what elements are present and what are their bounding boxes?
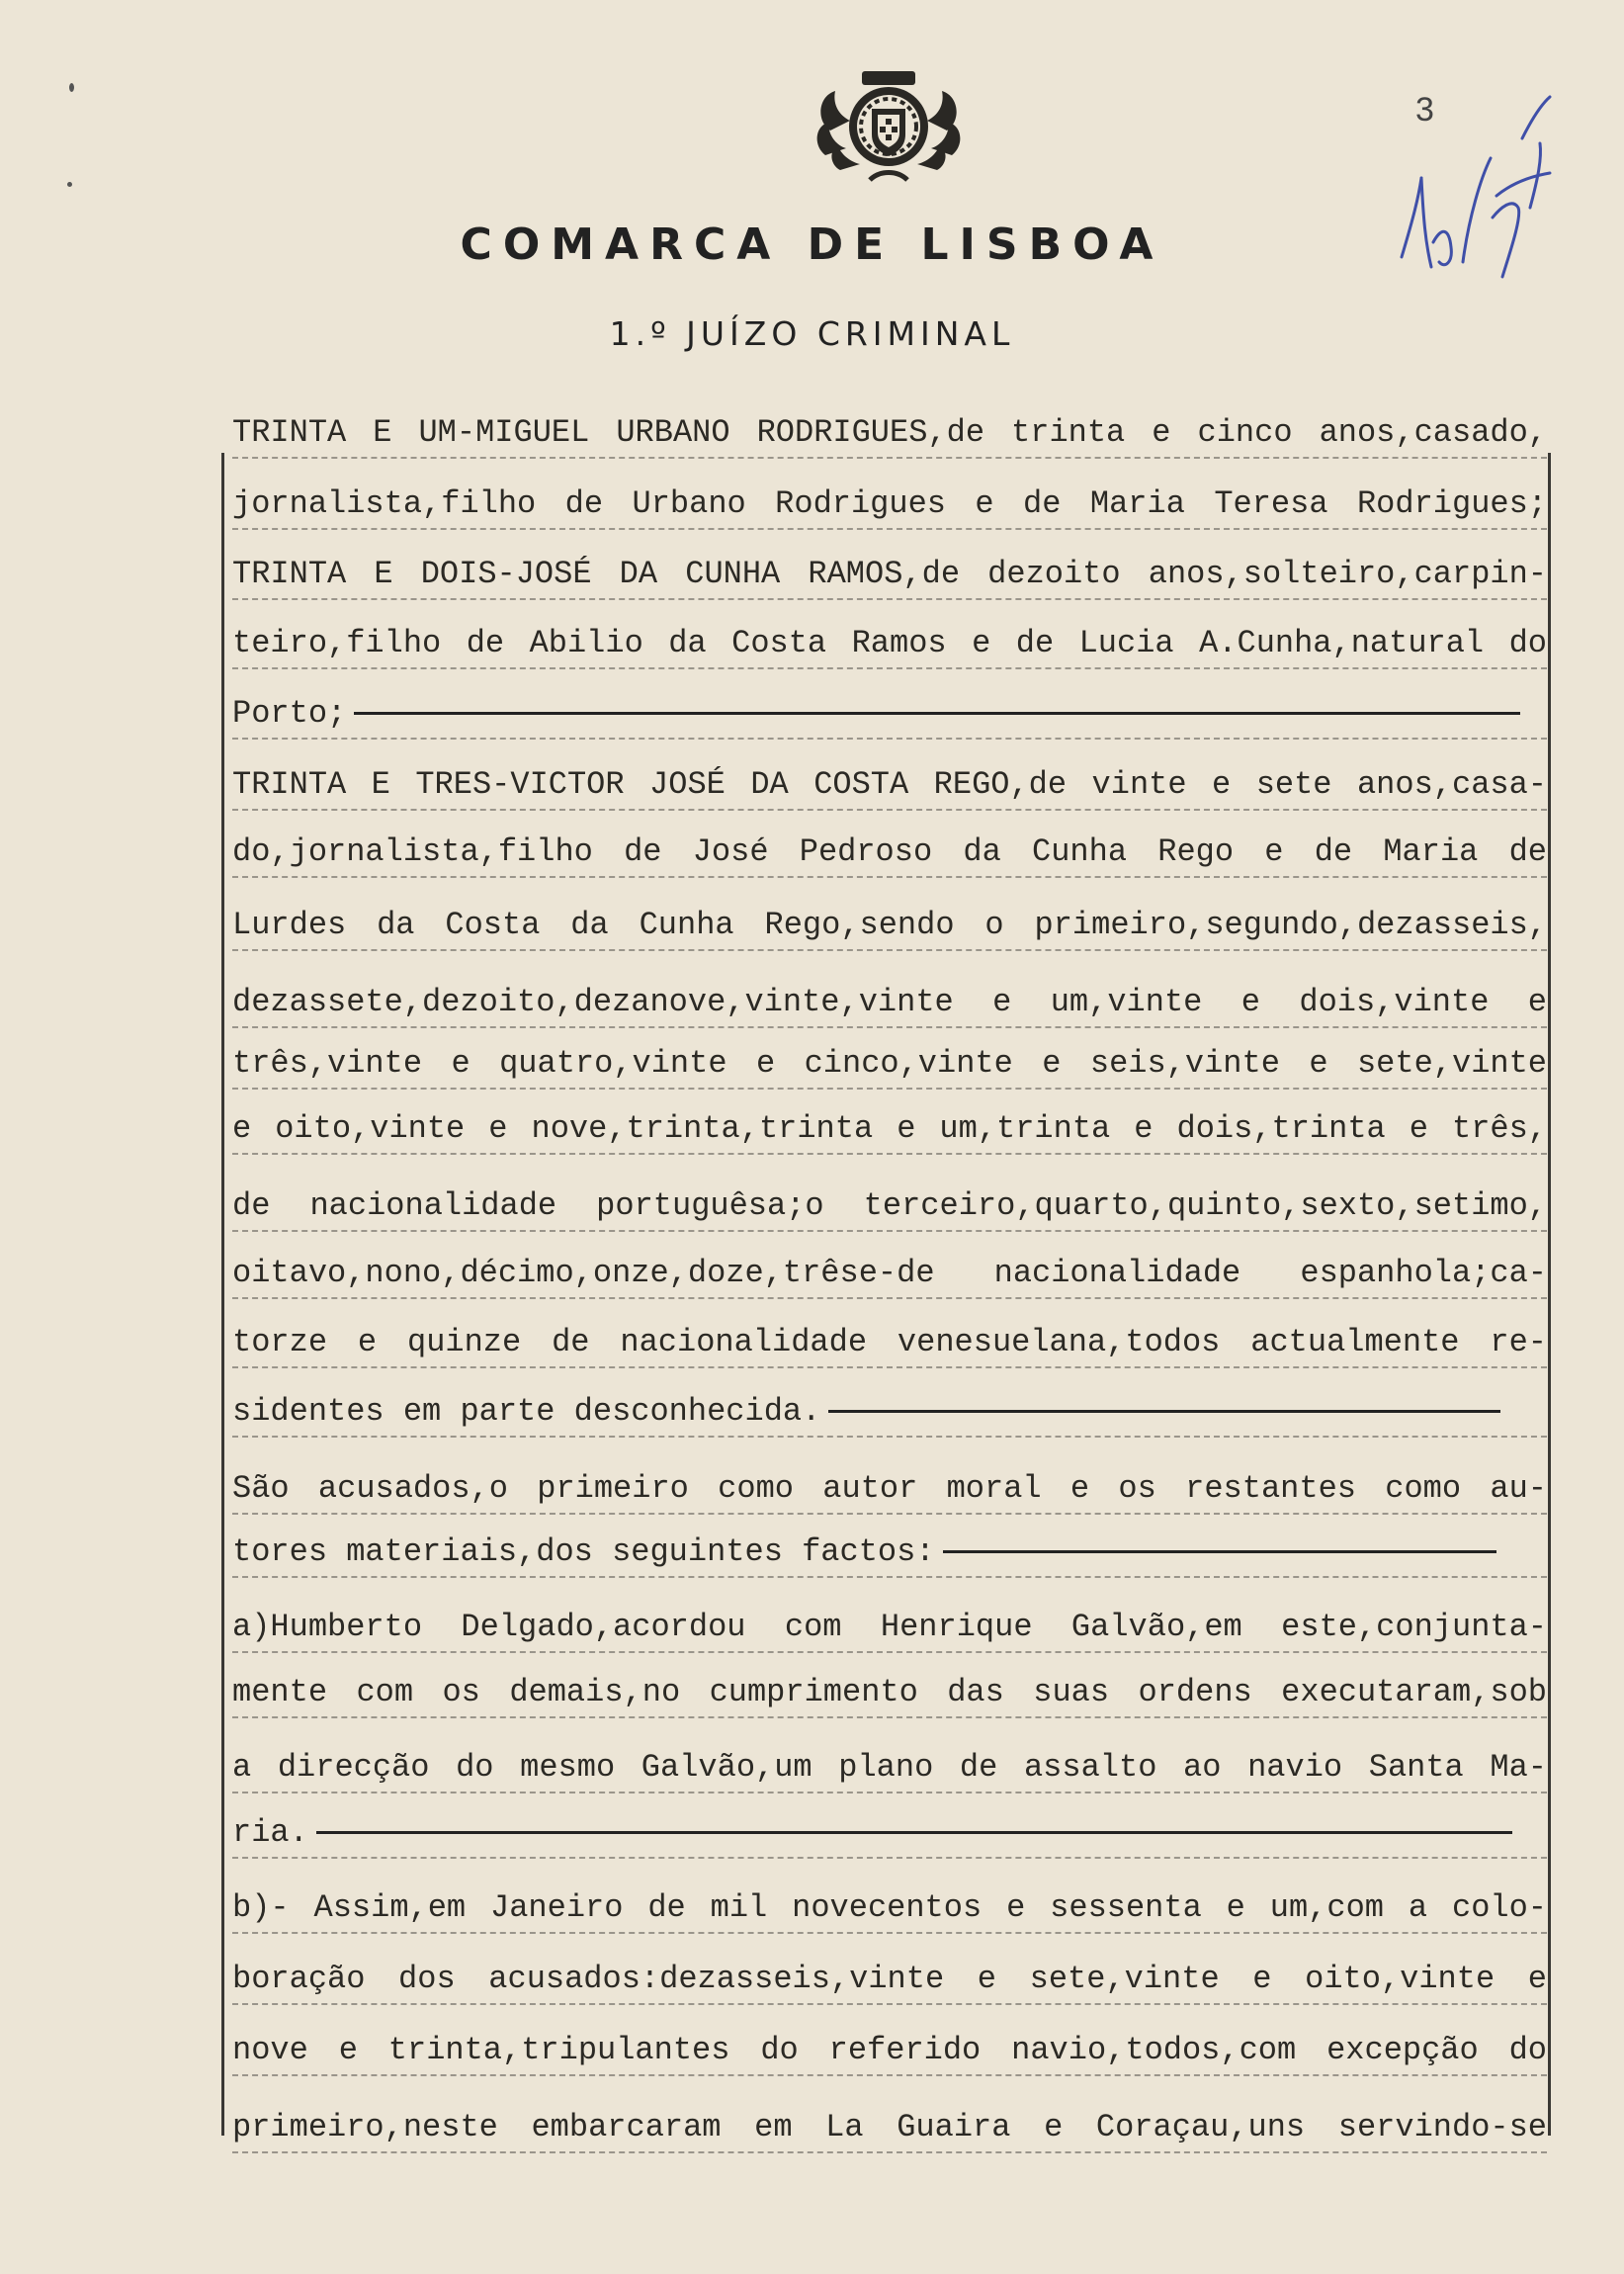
body-line-20: a direcção do mesmo Galvão,um plano de assalto ao navio Santa Ma- <box>232 1744 1547 1793</box>
body-line-13: oitavo,nono,décimo,onze,doze,trêse-de nacionalidade espanhola;ca- <box>232 1250 1547 1299</box>
body-line-5-text: Porto; <box>232 695 347 732</box>
body-line-17 <box>232 1529 1547 1578</box>
body-line-23: boração dos acusados:dezasseis,vinte e sete,vinte e oito,vinte e <box>232 1956 1547 2005</box>
body-line-17-text: tores materiais,dos seguintes factos: <box>232 1533 935 1570</box>
page-number: 3 <box>1415 91 1434 129</box>
body-line-15-text: sidentes em parte desconhecida. <box>232 1393 821 1430</box>
body-line-18: a)Humberto Delgado,acordou com Henrique Galvão,em este,conjunta- <box>232 1604 1547 1653</box>
blank-fill-rule <box>316 1831 1512 1834</box>
blank-fill-rule <box>354 712 1520 715</box>
body-line-2: jornalista,filho de Urbano Rodrigues e de Maria Teresa Rodrigues; <box>232 481 1547 530</box>
body-line-7: do,jornalista,filho de José Pedroso da Cunha Rego e de Maria de <box>232 829 1547 878</box>
body-line-25: primeiro,neste embarcaram em La Guaira e Coraçau,uns servindo-se <box>232 2104 1547 2153</box>
body-line-1: TRINTA E UM-MIGUEL URBANO RODRIGUES,de trinta e cinco anos,casado, <box>232 409 1547 459</box>
body-line-6: TRINTA E TRES-VICTOR JOSÉ DA COSTA REGO,de vinte e sete anos,casa- <box>232 761 1547 811</box>
body-line-14: torze e quinze de nacionalidade venesuelana,todos actualmente re- <box>232 1319 1547 1368</box>
coat-of-arms-emblem <box>811 61 967 186</box>
body-line-8: Lurdes da Costa da Cunha Rego,sendo o primeiro,segundo,dezasseis, <box>232 902 1547 951</box>
paper-speck <box>67 182 72 187</box>
body-line-21-text: ria. <box>232 1814 308 1851</box>
body-line-5 <box>232 690 1547 740</box>
left-margin-rule <box>221 453 224 2136</box>
body-line-3: TRINTA E DOIS-JOSÉ DA CUNHA RAMOS,de dezoito anos,solteiro,carpin- <box>232 551 1547 600</box>
body-line-12: de nacionalidade portuguêsa;o terceiro,quarto,quinto,sexto,setimo, <box>232 1182 1547 1232</box>
body-line-19: mente com os demais,no cumprimento das suas ordens executaram,sob <box>232 1669 1547 1718</box>
body-line-9: dezassete,dezoito,dezanove,vinte,vinte e um,vinte e dois,vinte e <box>232 979 1547 1028</box>
body-line-10: três,vinte e quatro,vinte e cinco,vinte e seis,vinte e sete,vinte <box>232 1040 1547 1090</box>
body-line-15 <box>232 1388 1547 1438</box>
body-line-22: b)- Assim,em Janeiro de mil novecentos e sessenta e um,com a colo- <box>232 1884 1547 1934</box>
blank-fill-rule <box>943 1550 1496 1553</box>
court-title: COMARCA DE LISBOA <box>460 219 1164 270</box>
handwritten-signature <box>1374 59 1572 356</box>
blank-fill-rule <box>828 1410 1500 1413</box>
body-line-16: São acusados,o primeiro como autor moral e os restantes como au- <box>232 1465 1547 1515</box>
right-margin-rule <box>1548 453 1551 2136</box>
body-line-21 <box>232 1809 1547 1859</box>
court-section: 1.º JUÍZO CRIMINAL <box>609 314 1015 353</box>
paper-speck <box>69 83 74 92</box>
body-line-24: nove e trinta,tripulantes do referido navio,todos,com excepção do <box>232 2027 1547 2076</box>
body-line-4: teiro,filho de Abilio da Costa Ramos e de Lucia A.Cunha,natural do <box>232 620 1547 669</box>
body-line-11: e oito,vinte e nove,trinta,trinta e um,trinta e dois,trinta e três, <box>232 1105 1547 1155</box>
